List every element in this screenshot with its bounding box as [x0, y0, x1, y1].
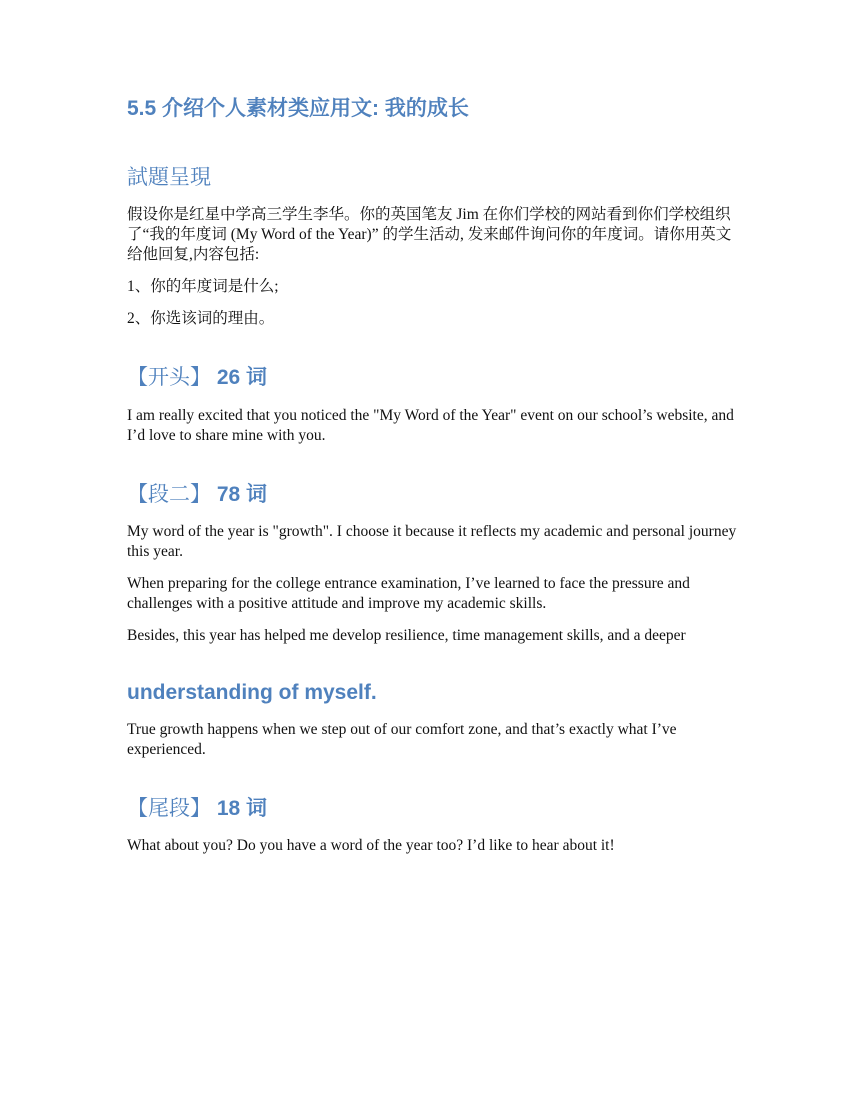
word-count: 26 词: [216, 366, 268, 390]
section-heading: 試題呈現: [127, 166, 211, 190]
heading-bracket: 【开头】: [127, 366, 211, 390]
heading-bracket: 【尾段】: [127, 797, 211, 821]
section-opening: [127, 365, 737, 445]
section-heading: [127, 365, 737, 391]
paragraph: 1、你的年度词是什么;: [127, 278, 279, 296]
paragraph: My word of the year is "growth". I choose it because it reflects my academic and personal journey this year.: [127, 522, 737, 560]
paragraph: What about you? Do you have a word of the year too? I’d like to hear about it!: [127, 837, 615, 855]
section-paragraph-two: [127, 482, 737, 646]
paragraph: 2、你选该词的理由。: [127, 310, 275, 328]
section-heading: [127, 482, 737, 508]
paragraph: 假设你是红星中学高三学生李华。你的英国笔友 Jim 在你们学校的网站看到你们学校组织了“我的年度词 (My Word of the Year)” 的学生活动, 发来邮件询问你的年度词。请你用英文给他回复,内容包括:: [127, 206, 732, 264]
paragraph: Besides, this year has helped me develop resilience, time management skills, and a deeper: [127, 626, 686, 644]
section-ending: [127, 796, 737, 856]
paragraph: I am really excited that you noticed the "My Word of the Year" event on our school’s website, and I’d love to share mine with you.: [127, 406, 734, 444]
heading-bracket: 【段二】: [127, 482, 211, 506]
paragraph: True growth happens when we step out of our comfort zone, and that’s exactly what I’ve experienced.: [127, 721, 677, 759]
paragraph: When preparing for the college entrance examination, I’ve learned to face the pressure and challenges with a positive attitude and improve my academic skills.: [127, 574, 690, 612]
section-continuation: [127, 680, 737, 760]
section-heading: understanding of myself.: [127, 680, 377, 704]
section-prompt: [127, 165, 737, 329]
section-heading: [127, 796, 737, 822]
word-count: 18 词: [216, 797, 268, 821]
page-title: 5.5 介绍个人素材类应用文: 我的成长: [127, 97, 469, 120]
word-count: 78 词: [216, 482, 268, 506]
document-page: [127, 96, 737, 892]
